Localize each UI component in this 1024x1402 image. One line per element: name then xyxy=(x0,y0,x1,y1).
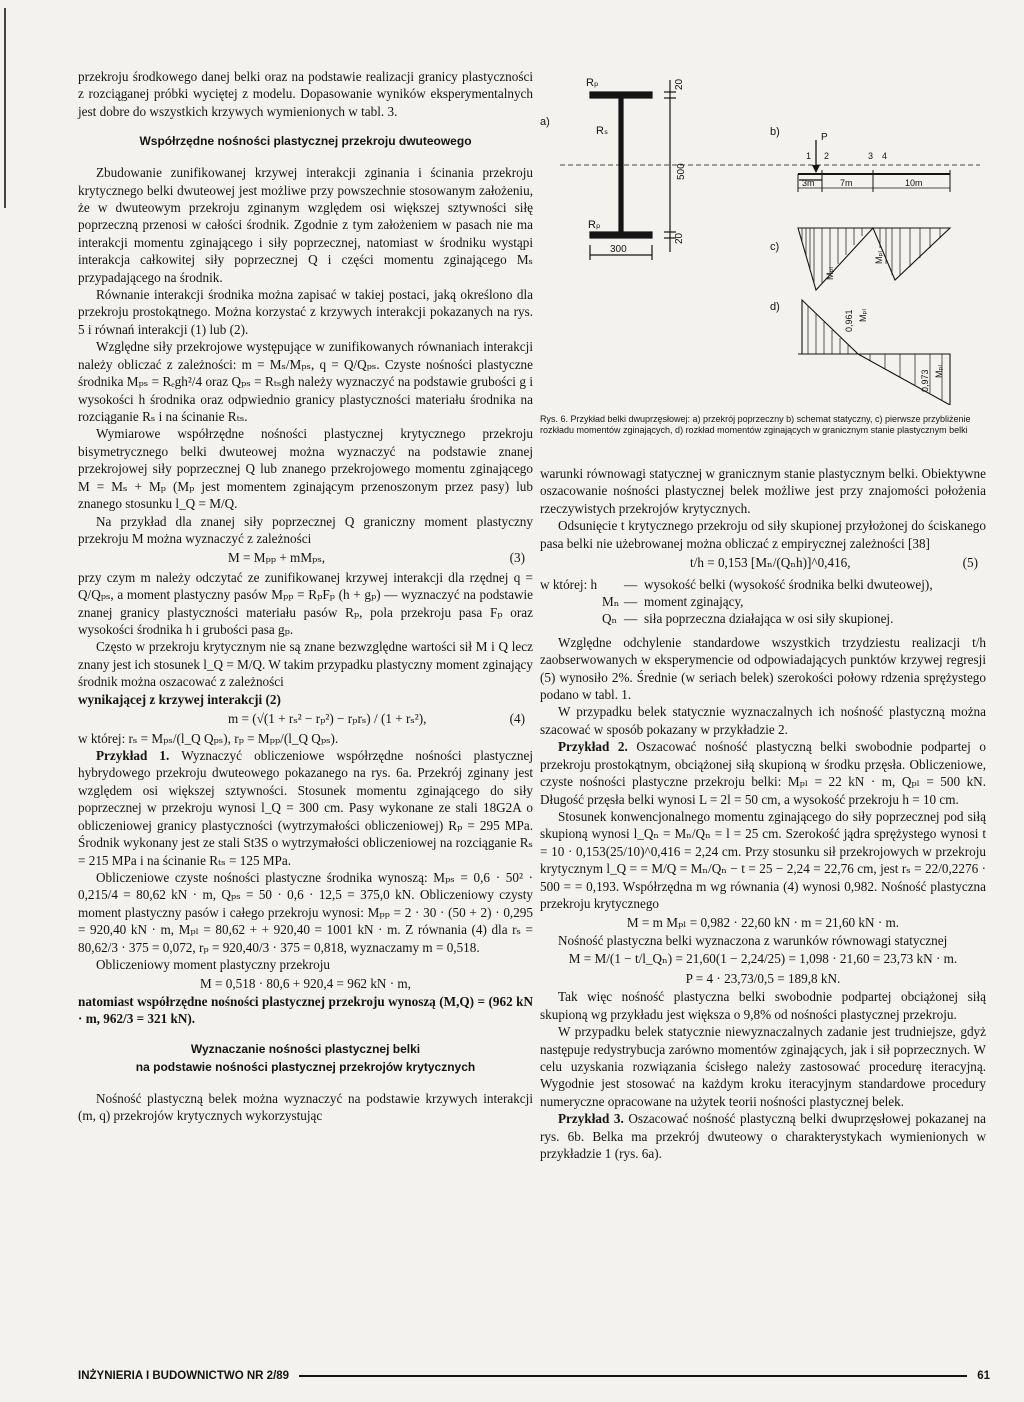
bottom-flange xyxy=(590,232,652,238)
paragraph: w której: rₛ = Mₚₛ/(l_Q Qₚₛ), rₚ = Mₚₚ/(l_Q Qₚₛ). xyxy=(78,730,339,746)
equation-5 xyxy=(540,552,986,573)
definition-row: w której: h — wysokość belki (wysokość środnika belki dwuteowej), xyxy=(540,576,933,592)
paragraph: Zbudowanie zunifikowanej krzywej interakcji zginania i ścinania przekroju krytycznego belki dwuteowej jest możliwe przy powszechnie stosowanym założeniu, że w dwuteowym przekroju zginanym względem osi większej sztywności siłę poprzeczną przenosi w całości środnik. Zgodnie z tym założeniem w pasach nie ma interakcji momentu zginającego i siły poprzecznej, natomiast w środniku wystąpi interakcja całkowitej siły poprzecznej Q i części momentu zginającego Mₛ przypadającego na środnik. xyxy=(78,165,533,285)
paragraph-bold: natomiast współrzędne nośności plastycznej przekroju wynoszą (M,Q) = (962 kN · m, 962/3 = 321 kN). xyxy=(78,993,533,1027)
equation-p: P = 4 · 23,73/0,5 = 189,8 kN. xyxy=(685,970,841,986)
paragraph: Nośność plastyczna belki wyznaczona z warunków równowagi statycznej xyxy=(558,932,948,948)
equation-body: t/h = 0,153 [Mₙ/(Qₙh)]^0,416, xyxy=(690,555,851,571)
example-text: Wyznaczyć obliczeniowe współrzędne nośności plastycznej hybrydowego przekroju dwuteowego pokazanego na rys. 6a. Przekrój zginany jest względem osi większej sztywności. Stosunek momentu zginającego do siły poprzecznej w przekroju wynosi l_Q = 300 cm. Pasy wykonane ze stali 18G2A o obliczeniowej granicy plastyczności (wytrzymałości obliczeniowej) Rₚ = 295 MPa. Środnik wykonany jest ze stali St3S o wytrzymałości obliczeniowej na rozciąganie Rₛ = 215 MPa i na ścinanie Rₜₛ = 125 MPa. xyxy=(78,748,533,868)
page-number: 61 xyxy=(977,1370,990,1382)
dim-300: 300 xyxy=(610,244,627,255)
label-rp-top: Rₚ xyxy=(586,77,599,89)
example-2 xyxy=(540,738,986,808)
paragraph: Obliczeniowy moment plastyczny przekroju xyxy=(96,957,331,973)
heading-line-2: na podstawie nośności plastycznej przekrojów krytycznych xyxy=(135,1059,476,1074)
definition-list xyxy=(540,576,986,628)
example-label: Przykład 2. xyxy=(558,739,628,755)
top-flange xyxy=(590,92,652,98)
paragraph: W przypadku belek statycznie wyznaczalnych ich nośność plastyczną można szacować w sposób pokazany w przykładzie 2. xyxy=(540,704,986,737)
example-text: Oszacować nośność plastyczną belki swobodnie podpartej o przekroju prostokątnym, obciążonej siłą skupioną w środku przęsła. Obliczeniowe, czyste nośności plastyczne przekroju belki: Mₚₗ = 22 kN · m, Qₚₗ = 500 kN. Długość przęsła belki wynosi L = 2l = 50 cm, a wysokość przekroju h = 10 cm. xyxy=(540,739,986,807)
label-a: a) xyxy=(540,116,550,128)
point-1: 1 xyxy=(806,151,812,161)
definition-symbol: Mₙ xyxy=(602,593,620,609)
scan-edge-line xyxy=(4,8,6,208)
equation-3 xyxy=(78,547,533,568)
d-val-1: 0,961 xyxy=(844,309,854,332)
equation-number: (5) xyxy=(962,555,978,571)
figure-svg xyxy=(540,70,990,405)
label-rp-bottom: Rₚ xyxy=(588,219,601,231)
d-mpl-2: Mₚₗ xyxy=(934,365,944,378)
paragraph: Często w przekroju krytycznym nie są znane bezwzględne wartości sił M i Q lecz znany jest ich stosunek l_Q = M/Q. W takim przypadku plastyczny moment zginający środnik można oszacować z zależności xyxy=(78,639,533,690)
label-d: d) xyxy=(770,301,780,313)
definition-symbol: w której: h xyxy=(540,576,598,592)
diagram-d-right-triangle xyxy=(858,354,950,405)
paragraph: warunki równowagi statycznej w granicznym stanie plastycznym belki. Obiektywne oszacowanie nośności plastycznej belek możliwe jest przy znajomości położenia rzeczywistych przekrojów krytycznych. xyxy=(540,466,986,516)
example-label: Przykład 3. xyxy=(558,1111,624,1127)
span-3m: 3m xyxy=(802,178,815,188)
paragraph: przy czym m należy odczytać ze zunifikowanej krzywej interakcji dla rzędnej q = Q/Qₚₛ, a moment plastyczny pasów Mₚₚ = RₚFₚ (h + gₚ) — wyznaczyć na podstawie znanej granicy plastyczności materiału pasów Rₚ, pola przekroju pasa Fₚ oraz wysokości środnika h i grubości pasa gₚ. xyxy=(78,569,533,638)
paragraph: przekroju środkowego danej belki oraz na podstawie realizacji granicy plastyczności z rozciąganej próbki wyciętej z modelu. Dopasowanie wyników eksperymentalnych jest dobre do wszystkich krzywych wymienionych w tabl. 3. xyxy=(78,69,533,119)
dim-20-top: 20 xyxy=(674,78,685,90)
equation-number: (3) xyxy=(509,550,525,566)
equation-body: M = Mₚₚ + mMₚₛ, xyxy=(228,550,326,566)
example-1 xyxy=(78,747,533,869)
example-3 xyxy=(540,1110,986,1162)
right-column xyxy=(540,465,986,1162)
paragraph: Na przykład dla znanej siły poprzecznej Q graniczny moment plastyczny przekroju M można wyznaczyć z zależności xyxy=(78,513,533,546)
figure-caption: Rys. 6. Przykład belki dwuprzęsłowej: a) przekrój poprzeczny b) schemat statyczny, c) pierwsze przybliżenie rozkładu momentów zginających, d) rozkład momentów zginających w granicznym stanie plastycznym belki xyxy=(540,414,971,435)
paragraph: Nośność plastyczną belek można wyznaczyć na podstawie krzywych interakcji (m, q) przekrojów krytycznych wykorzystując xyxy=(78,1090,533,1124)
journal-name: INŻYNIERIA I BUDOWNICTWO NR 2/89 xyxy=(78,1370,290,1382)
definition-symbol: Qₙ xyxy=(602,611,618,627)
equation-m: M = m Mₚₗ = 0,982 · 22,60 kN · m = 21,60 kN · m. xyxy=(626,914,900,930)
equation-mc: M = M/(1 − t/l_Qₙ) = 21,60(1 − 2,24/25) = 1,098 · 21,60 = 23,73 kN · m. xyxy=(568,951,958,967)
paragraph: Tak więc nośność plastyczna belki swobodnie podpartej obciążonej siłą skupioną wg przykładu jest większa o 9,8% od nośności plastycznej przekroju. xyxy=(540,989,986,1022)
equation-4 xyxy=(78,708,533,729)
definition-text: siła poprzeczna działająca w osi siły skupionej. xyxy=(644,611,894,627)
page-footer xyxy=(78,1368,990,1384)
left-column xyxy=(78,68,533,1125)
heading-line-1: Wyznaczanie nośności plastycznej belki xyxy=(190,1041,421,1056)
equation-number: (4) xyxy=(509,711,525,727)
point-3: 3 xyxy=(868,151,874,161)
span-7m: 7m xyxy=(840,178,853,188)
paragraph: Wymiarowe współrzędne nośności plastycznej krytycznego przekroju bisymetrycznego belki dwuteowej można wyznaczyć na podstawie znanej przekrojowej siły poprzecznej Q lub znanego przekrojowego momentu zginającego M = Mₛ + Mₚ (Mₚ jest momentem zginającym przenoszonym przez pasy) lub znanego stosunku l_Q = M/Q. xyxy=(78,426,533,512)
point-4: 4 xyxy=(882,151,888,161)
paragraph: Względne odchylenie standardowe wszystkich trzydziestu realizacji t/h zaobserwowanych w eksperymencie od odpowiadających punktów krzywej regresji (5) wynosiło 2%. Średnie (w seriach belek) szerokości połowy rdzenia sprężystego podano w tabl. 1. xyxy=(540,634,986,703)
example-label: Przykład 1. xyxy=(96,748,170,764)
d-val-2: 0,973 xyxy=(920,369,930,392)
c-mpl-2: Mₚₗ xyxy=(874,251,884,264)
dim-20-bottom: 20 xyxy=(674,232,685,244)
paragraph: W przypadku belek statycznie niewyznaczalnych zadanie jest trudniejsze, gdyż następuje redystrybucja zarówno momentów zginających, jak i sił poprzecznych. W celu uzyskania rozwiązania ścisłego należy zastosować procedurę iteracyjną. Wygodnie jest stosować na każdym kroku iteracyjnym standardowe procedury numeryczne opracowane na użytek teorii nośności plastycznej belek. xyxy=(540,1024,986,1109)
definition-row: Qₙ — siła poprzeczna działająca w osi siły skupionej. xyxy=(540,610,986,627)
paragraph: Obliczeniowe czyste nośności plastyczne środnika wynoszą: Mₚₛ = 0,6 · 50² · 0,215/4 = 80,62 kN · m, Qₚₛ = 50 · 0,6 · 12,5 = 375,0 kN. Obliczeniowy czysty moment plastyczny pasów i całego przekroju wynosi: Mₚₚ = 2 · 30 · (50 + 2) · 0,295 = 920,40 kN · m, Mₚₗ = 80,62 + + 920,40 = 1001 kN · m. Z równania (4) dla rₛ = 80,62/3 · 375 = 0,072, rₚ = 920,40/3 · 375 = 0,818, wyznaczamy m = 0,518. xyxy=(78,869,533,955)
span-10m: 10m xyxy=(905,178,923,188)
label-load-p: P xyxy=(821,132,828,143)
dim-500: 500 xyxy=(676,163,687,180)
label-rs: Rₛ xyxy=(596,125,609,137)
paragraph: Odsunięcie t krytycznego przekroju od siły skupionej przyłożonej do ściskanego pasa belki nie użebrowanej można obliczać z empirycznej zależności [38] xyxy=(540,518,986,551)
d-mpl-1: Mₚₗ xyxy=(858,309,868,322)
section-heading: Współrzędne nośności plastycznej przekroju dwuteowego xyxy=(139,134,472,149)
c-mpl-1: Mₚₗ xyxy=(825,267,835,280)
paragraph: Względne siły przekrojowe występujące w zunifikowanych równaniach interakcji należy obliczać z zależności: m = Mₛ/Mₚₛ, q = Q/Qₚₛ. Czyste nośności plastyczne środnika Mₚₛ = Rₑgh²/4 oraz Qₚₛ = Rₜₛgh należy wyznaczyć na podstawie grubości g i wysokości h środnika oraz odpwiednio granicy plastyczności materiału środnika na rozciąganie Rₛ i na ścinanie Rₜₛ. xyxy=(78,339,533,424)
example-text: Oszacować nośność plastyczną belki dwuprzęsłowej pokazanej na rys. 6b. Belka ma przekrój dwuteowy o charakterystykach wymienionych w przykładzie 1 (rys. 6a). xyxy=(540,1111,986,1162)
definition-row: Mₙ — moment zginający, xyxy=(540,593,986,610)
footer-rule xyxy=(299,1375,967,1376)
definition-text: wysokość belki (wysokość środnika belki dwuteowej), xyxy=(644,576,933,592)
label-c: c) xyxy=(770,241,780,253)
paragraph: Równanie interakcji środnika można zapisać w takiej postaci, jaką określono dla przekroju prostokątnego. Można korzystać z krzywych interakcji pokazanych na rys. 5 i równań interakcji (1) lub (2). xyxy=(78,287,533,337)
label-b: b) xyxy=(770,126,780,138)
section-heading-2 xyxy=(78,1040,533,1076)
figure-6 xyxy=(540,70,990,405)
point-2: 2 xyxy=(824,151,830,161)
equation-moment: M = 0,518 · 80,6 + 920,4 = 962 kN · m, xyxy=(200,975,411,991)
equation-body: m = (√(1 + rₛ² − rₚ²) − rₚrₛ) / (1 + rₛ²), xyxy=(228,711,427,727)
definition-text: moment zginający, xyxy=(644,593,744,609)
paragraph-bold: wynikającej z krzywej interakcji (2) xyxy=(78,691,281,707)
paragraph: Stosunek konwencjonalnego momentu zginającego do siły poprzecznej pod siłą skupioną wynosi l_Qₙ = Mₙ/Qₙ = l = 25 cm. Szerokość jądra sprężystego wynosi t = 10 · 0,153(25/10)^0,416 = 2,24 cm. Przy stosunku sił przekrojowych w przekroju krytycznym l_Q = = M/Q = Mₙ/Qₙ − t = 25 − 2,24 = 22,76 cm, jest rₛ = 22/0,2276 · 500 = = 0,193. Współrzędna m wg równania (4) wynosi 0,982. Nośność plastyczna przekroju krytycznego xyxy=(540,809,986,912)
